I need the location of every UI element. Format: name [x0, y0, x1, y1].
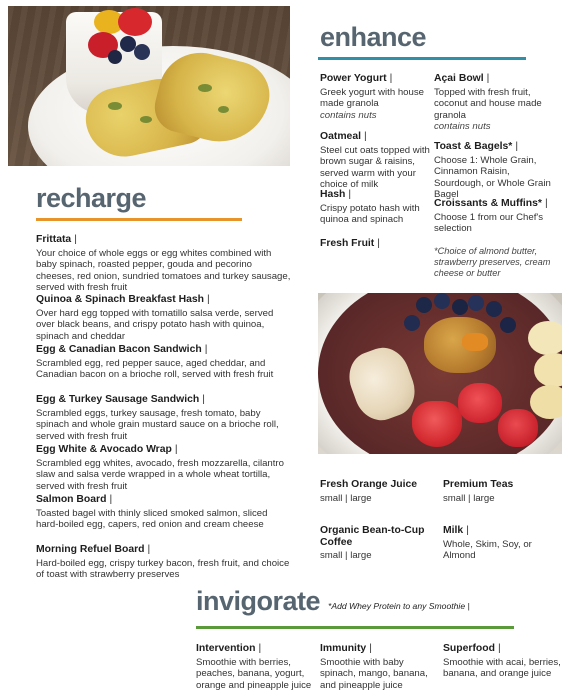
- item-note: contains nuts: [434, 121, 491, 133]
- item-name: Fresh Orange Juice: [320, 479, 418, 490]
- item-desc: Topped with fresh fruit, coconut and house made granola: [434, 86, 542, 121]
- menu-item: [196, 643, 314, 691]
- item-desc: Hard-boiled egg, crispy turkey bacon, fresh fruit, and choice of toast with strawberry preserves: [36, 557, 290, 581]
- divider: |: [109, 494, 113, 505]
- section-heading-invigorate: invigorate: [196, 586, 321, 616]
- divider: |: [202, 394, 205, 405]
- item-desc: Smoothie with acai, berries, banana, and orange juice: [443, 656, 561, 680]
- item-name: Fresh Fruit: [320, 238, 375, 249]
- menu-item: [320, 238, 432, 250]
- item-name: Morning Refuel Board: [36, 544, 145, 555]
- item-name: Premium Teas: [443, 479, 514, 490]
- item-name: Frittata: [36, 234, 72, 245]
- divider: |: [364, 131, 367, 142]
- divider: |: [377, 238, 380, 249]
- menu-item: [36, 494, 292, 544]
- divider: |: [497, 643, 501, 654]
- item-name: Oatmeal: [320, 131, 362, 142]
- acai-bowl-photo: [318, 293, 562, 454]
- enhance-left-column: [320, 73, 432, 252]
- item-note: contains nuts: [320, 109, 377, 121]
- menu-item: [434, 73, 560, 141]
- menu-item: [36, 294, 292, 344]
- item-desc: Scrambled eggs, turkey sausage, fresh tomato, baby spinach and whole grain mustard sauce on a brioche roll, served with fresh fruit: [36, 407, 279, 442]
- item-name: Toast & Bagels*: [434, 141, 513, 152]
- item-desc: Choose 1 from our Chef's selection: [434, 211, 544, 235]
- menu-item: [36, 344, 292, 394]
- menu-item: [320, 525, 435, 562]
- invigorate-rule: [196, 626, 514, 629]
- item-name: Intervention: [196, 643, 256, 654]
- item-desc: Crispy potato hash with quinoa and spinach: [320, 202, 420, 226]
- divider: |: [207, 294, 210, 305]
- item-desc: Greek yogurt with house made granola: [320, 86, 424, 110]
- divider: |: [486, 73, 490, 84]
- menu-item: [434, 141, 560, 201]
- item-name: Salmon Board: [36, 494, 107, 505]
- menu-item: [443, 643, 561, 680]
- enhance-choice-note: *Choice of almond butter, strawberry preserves, cream cheese or butter: [434, 246, 551, 278]
- item-sizes: small | large: [320, 492, 372, 504]
- item-name: Organic Bean-to-Cup Coffee: [320, 525, 425, 548]
- item-desc: Scrambled egg, red pepper sauce, aged cheddar, and Canadian bacon on a brioche roll, served with fresh fruit: [36, 357, 274, 381]
- divider: |: [204, 344, 208, 355]
- item-sizes: small | large: [443, 492, 495, 504]
- item-desc: Your choice of whole eggs or egg whites combined with baby spinach, roasted pepper, gouda and pecorino cheeses, red onion, sundried tomatoes and turkey sausage, served with fresh fruit: [36, 247, 291, 294]
- enhance-right-column: [434, 73, 560, 279]
- item-desc: Smoothie with berries, peaches, banana, yogurt, orange and pineapple juice: [196, 656, 312, 691]
- menu-item: [320, 189, 432, 238]
- item-name: Egg & Turkey Sausage Sandwich: [36, 394, 200, 405]
- enhance-rule: [318, 57, 526, 60]
- menu-item: [443, 479, 561, 504]
- omelet-photo: [8, 6, 290, 166]
- menu-item: [320, 73, 432, 131]
- item-name: Hash: [320, 189, 346, 200]
- item-name: Croissants & Muffins*: [434, 198, 542, 209]
- recharge-list: [36, 234, 292, 581]
- divider: |: [369, 643, 372, 654]
- divider: |: [174, 444, 178, 455]
- section-heading-recharge: recharge: [36, 183, 147, 213]
- item-name: Egg White & Avocado Wrap: [36, 444, 172, 455]
- menu-item: [434, 198, 560, 246]
- divider: |: [515, 141, 519, 152]
- menu-item: [36, 234, 292, 294]
- menu-item: [320, 131, 432, 189]
- item-desc: Scrambled egg whites, avocado, fresh mozzarella, cilantro slaw and salsa verde wrapped in a whole wheat tortilla, served with fresh fruit: [36, 457, 284, 492]
- item-desc: Choose 1: Whole Grain, Cinnamon Raisin, Sourdough, or Whole Grain Bagel: [434, 154, 551, 201]
- item-name: Açai Bowl: [434, 73, 484, 84]
- section-heading-enhance: enhance: [320, 22, 427, 52]
- menu-item: [320, 479, 435, 504]
- smoothie-protein-note: *Add Whey Protein to any Smoothie |: [328, 601, 470, 611]
- menu-item: [36, 444, 292, 494]
- item-name: Superfood: [443, 643, 495, 654]
- menu-item: [36, 394, 292, 444]
- item-desc: Steel cut oats topped with brown sugar & raisins, served warm with your choice of milk: [320, 144, 430, 191]
- item-desc: Toasted bagel with thinly sliced smoked salmon, sliced hard-boiled egg, capers, red onion and cream cheese: [36, 507, 268, 531]
- menu-item: [443, 525, 561, 562]
- item-desc: Smoothie with baby spinach, mango, banana, and pineapple juice: [320, 656, 428, 691]
- recharge-rule: [36, 218, 242, 221]
- divider: |: [147, 544, 151, 555]
- item-name: Egg & Canadian Bacon Sandwich: [36, 344, 202, 355]
- item-desc: Over hard egg topped with tomatillo salsa verde, served over black beans, and crispy potato hash with quinoa, spinach and cheddar: [36, 307, 274, 342]
- menu-item: [36, 544, 292, 581]
- divider: |: [466, 525, 469, 536]
- item-name: Power Yogurt: [320, 73, 387, 84]
- item-name: Immunity: [320, 643, 367, 654]
- item-name: Milk: [443, 525, 464, 536]
- item-name: Quinoa & Spinach Breakfast Hash: [36, 294, 205, 305]
- divider: |: [544, 198, 548, 209]
- divider: |: [74, 234, 77, 245]
- menu-item: [320, 643, 438, 691]
- item-sizes: small | large: [320, 550, 372, 562]
- item-sizes: Whole, Skim, Soy, or Almond: [443, 538, 532, 562]
- divider: |: [258, 643, 262, 654]
- divider: |: [348, 189, 352, 200]
- divider: |: [389, 73, 393, 84]
